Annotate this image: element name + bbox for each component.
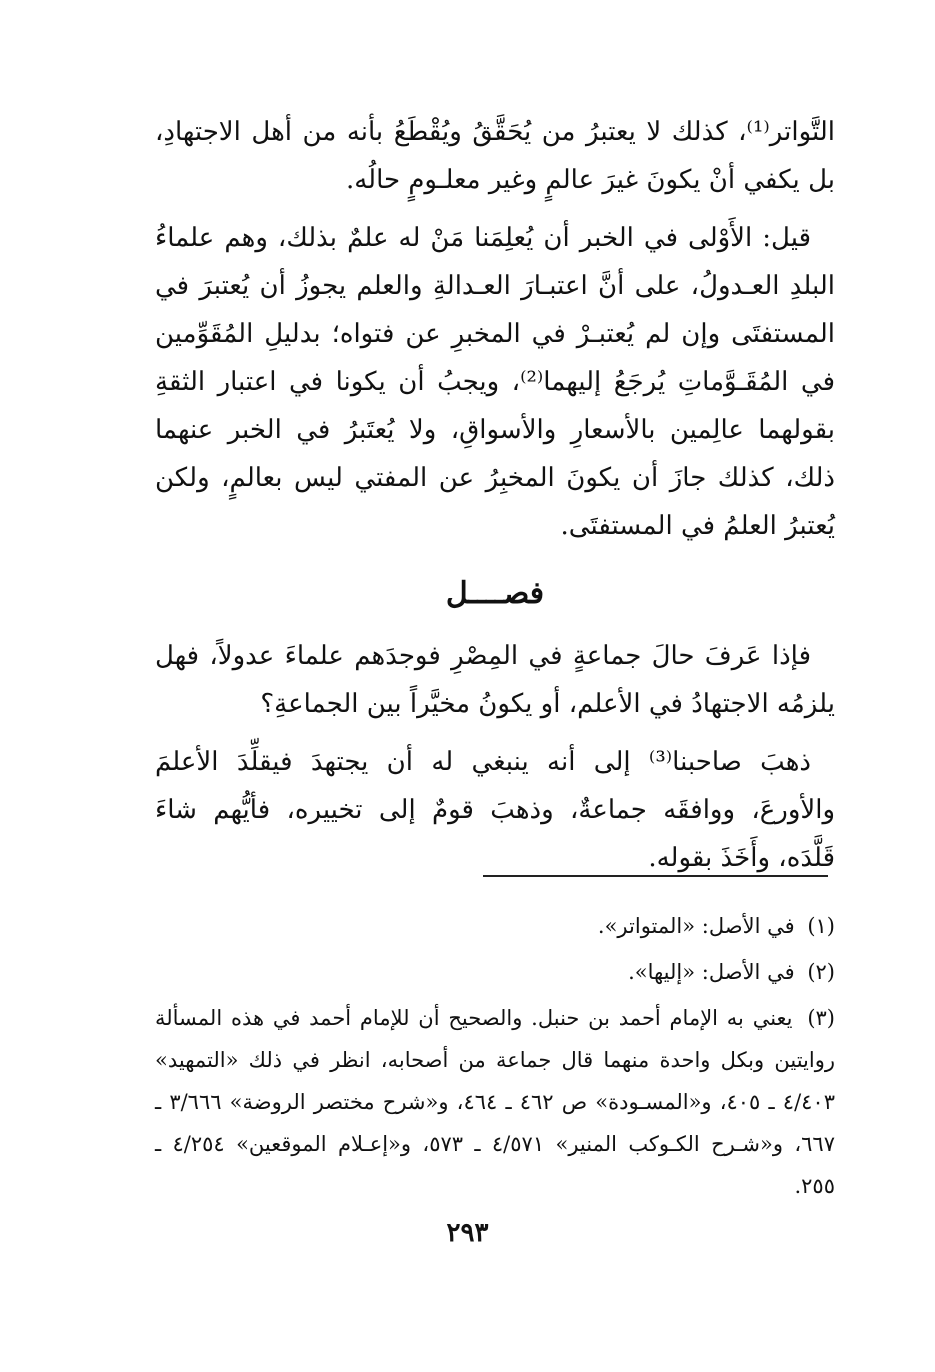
paragraph-4: ذهبَ صاحبنا⁽³⁾ إلى أنه ينبغي له أن يجتهدَ فيقلِّدَ الأعلمَ والأورعَ، ووافقَه جماعةٌ، وذهبَ قومٌ إلى تخييره، فأيُّهم شاءَ قَلَّدَه، وأَخَذَ بقوله. [155,747,835,873]
main-text [155,108,835,882]
footnote-text: يعني به الإمام أحمد بن حنبل. والصحيح أن للإمام أحمد في هذه المسألة روايتين وبكل واحدة منهما قال جماعة من أصحابه، انظر في ذلك «التمهيد» ٤/٤٠٣ ـ ٤٠٥، و«المسـودة» ص ٤٦٢ ـ ٤٦٤، و«شرح مختصر الروضة» ٣/٦٦٦ ـ ٦٦٧، و«شـرح الكـوكب المنير» ٤/٥٧١ ـ ٥٧٣، و«إعـلام الموقعين» ٤/٢٥٤ ـ ٢٥٥. [155,1006,835,1198]
footnote-number: (٢) [807,960,835,984]
page-body [155,108,835,892]
paragraph-1: التَّواتر⁽¹⁾، كذلك لا يعتبرُ من يُحَقَّقُ ويُقْطَعُ بأنه من أهل الاجتهادِ، بل يكفي أنْ يكونَ غيرَ عالمٍ وغير معلـومٍ حالُه. [155,117,835,195]
footnote-number: (٣) [807,1006,835,1030]
footnotes [155,905,835,1211]
section-heading: فصــــل [445,576,545,611]
footnote-2 [155,951,835,993]
footnote-text: في الأصل: «إليها». [628,960,795,984]
footnote-text: في الأصل: «المتواتر». [597,914,795,938]
footnote-1 [155,905,835,947]
paragraph-3: فإذا عَرفَ حالَ جماعةٍ في المِصْرِ فوجدَهم علماءَ عدولاً، فهل يلزمُه الاجتهادُ في الأعلم، أو يكونُ مخيَّراً بين الجماعةِ؟ [155,641,835,719]
paragraph-2: قيل: الأَوْلى في الخبر أن يُعلِمَنا مَنْ له علمٌ بذلك، وهم علماءُ البلدِ العـدولُ، على أنَّ اعتبـارَ العـدالةِ والعلم يجوزُ أن يُعتبرَ في المستفتَى وإن لم يُعتبـرْ في المخبرِ عن فتواه؛ بدليلِ المُقَوِّمين في المُقَـوَّماتِ يُرجَعُ إليهما⁽²⁾، ويجبُ أن يكونا في اعتبار الثقةِ بقولهما عالِمين بالأسعارِ والأسواقِ، ولا يُعتَبرُ في الخبر عنهما ذلك، كذلك جازَ أن يكونَ المخبِرُ عن المفتي ليس بعالمٍ، ولكن يُعتبرُ العلمُ في المستفتَى. [155,223,836,541]
footnote-separator [483,875,828,877]
footnote-number: (١) [807,914,835,938]
footnote-3 [155,997,835,1207]
page-number: ٢٩٣ [446,1218,489,1248]
